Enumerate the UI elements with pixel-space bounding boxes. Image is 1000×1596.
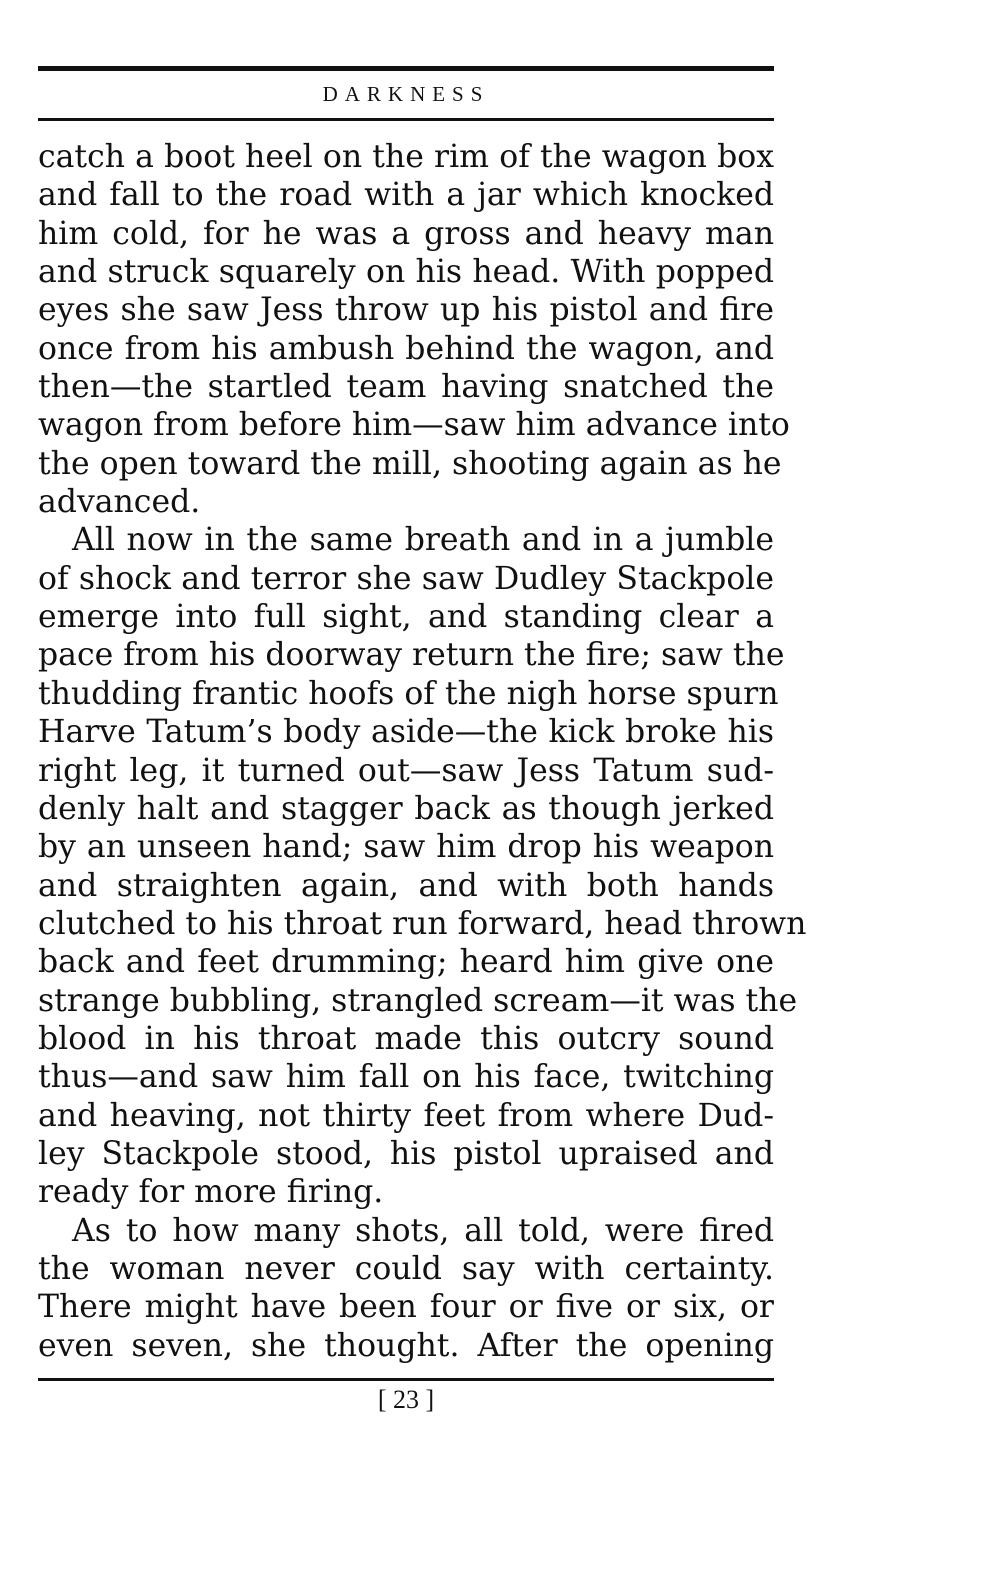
text-line: by an unseen hand; saw him drop his weapon xyxy=(38,829,774,866)
text-line: the woman never could say with certainty. xyxy=(38,1250,774,1287)
text-line: then—the startled team having snatched the xyxy=(38,369,774,406)
text-line: As to how many shots, all told, were fired xyxy=(72,1212,774,1249)
body-text xyxy=(38,138,807,1365)
text-line: back and feet drumming; heard him give one xyxy=(38,944,774,981)
text-line: once from his ambush behind the wagon, and xyxy=(38,330,774,367)
text-line: even seven, she thought. After the opening xyxy=(38,1327,774,1364)
text-line: thudding frantic hoofs of the nigh horse spurn xyxy=(38,675,779,712)
text-line: advanced. xyxy=(38,484,201,521)
text-line: pace from his doorway return the fire; saw the xyxy=(38,637,785,674)
text-line: There might have been four or five or six, or xyxy=(38,1289,774,1326)
text-line: and straighten again, and with both hands xyxy=(38,867,774,904)
footer-rule xyxy=(38,1378,774,1381)
text-line: wagon from before him—saw him advance into xyxy=(38,407,790,444)
text-line: and fall to the road with a jar which knocked xyxy=(38,177,774,214)
text-line: All now in the same breath and in a jumble xyxy=(72,522,774,559)
text-line: denly halt and stagger back as though jerked xyxy=(38,790,774,827)
book-page xyxy=(38,0,807,1596)
text-line: eyes she saw Jess throw up his pistol and fire xyxy=(38,292,774,329)
text-line: the open toward the mill, shooting again as he xyxy=(38,445,782,482)
text-line: clutched to his throat run forward, head thrown xyxy=(38,905,807,942)
text-line: blood in his throat made this outcry sound xyxy=(38,1020,774,1057)
text-line: emerge into full sight, and standing clear a xyxy=(38,599,774,636)
text-line: thus—and saw him fall on his face, twitching xyxy=(38,1059,774,1096)
text-line: him cold, for he was a gross and heavy man xyxy=(38,215,774,252)
text-line: of shock and terror she saw Dudley Stackpole xyxy=(38,560,774,597)
text-line: Harve Tatum’s body aside—the kick broke his xyxy=(38,714,774,751)
text-line: and heaving, not thirty feet from where Dud- xyxy=(38,1097,774,1134)
top-rule xyxy=(38,66,774,71)
header-rule xyxy=(38,118,774,121)
text-line: ley Stackpole stood, his pistol upraised and xyxy=(38,1135,774,1172)
text-line: strange bubbling, strangled scream—it was the xyxy=(38,982,798,1019)
text-line: and struck squarely on his head. With popped xyxy=(38,254,774,291)
text-line: right leg, it turned out—saw Jess Tatum sud- xyxy=(38,752,774,789)
running-head: DARKNESS xyxy=(322,82,490,106)
text-line: ready for more firing. xyxy=(38,1174,384,1211)
text-line: catch a boot heel on the rim of the wagon box xyxy=(38,139,774,175)
page-number: [ 23 ] xyxy=(377,1385,435,1414)
